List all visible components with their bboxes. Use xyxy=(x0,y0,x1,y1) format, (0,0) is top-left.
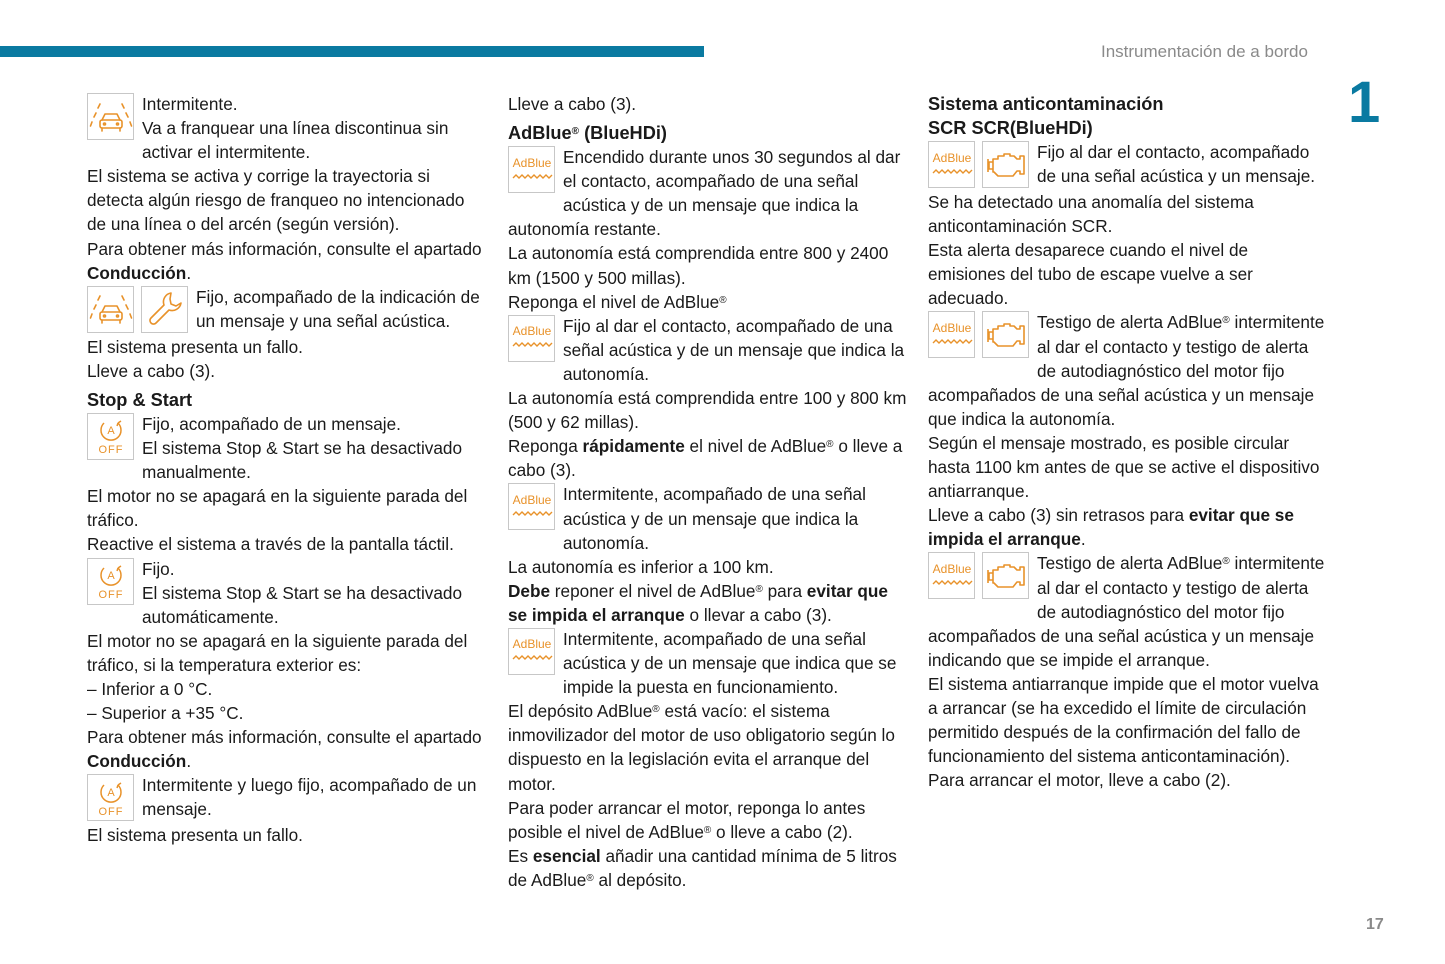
svg-text:AdBlue: AdBlue xyxy=(932,150,971,165)
section-title: Instrumentación de a bordo xyxy=(1101,42,1308,61)
engine-icon xyxy=(982,552,1029,599)
column-3 xyxy=(928,92,1328,792)
list-item: – Inferior a 0 °C. xyxy=(87,678,213,699)
adblue-800-block xyxy=(508,145,908,241)
text: Fijo al dar el contacto, acompañado de una señal acústica y de un mensaje que indica la autonomía. xyxy=(563,315,905,384)
text: Reactive el sistema a través de la pantalla táctil. xyxy=(87,534,454,555)
text: La autonomía está comprendida entre 100 y 800 km (500 y 62 millas). xyxy=(508,388,907,433)
text: Intermitente. xyxy=(142,94,238,114)
header-accent-bar xyxy=(0,46,704,57)
svg-text:A: A xyxy=(106,425,115,438)
text: La autonomía es inferior a 100 km. xyxy=(508,556,774,577)
text: El motor no se apagará en la siguiente parada del tráfico, si la temperatura exterior es: xyxy=(87,630,468,675)
text: Intermitente, acompañado de una señal acústica y de un mensaje que indica que se impide la puesta en funcionamiento. xyxy=(563,628,897,698)
text: Para obtener más información, consulte el apartado Conducción. xyxy=(87,727,482,772)
text: Fijo, acompañado de un mensaje. xyxy=(142,413,401,434)
scr-heading: Sistema anticontaminación SCR SCR(BlueHDi) xyxy=(928,94,1164,138)
text: El sistema Stop & Start se ha desactivado manualmente. xyxy=(142,438,463,483)
text: Para obtener más información, consulte el apartado Conducción. xyxy=(87,238,482,283)
scr-anomaly-block xyxy=(928,140,1328,190)
svg-text:AdBlue: AdBlue xyxy=(932,561,971,576)
lane-departure-icon xyxy=(87,93,134,140)
svg-text:OFF: OFF xyxy=(98,444,123,457)
stop-start-heading: Stop & Start xyxy=(87,389,193,410)
svg-text:OFF: OFF xyxy=(98,589,123,601)
lane-warning-flashing-block xyxy=(87,92,487,164)
stop-start-off-icon xyxy=(87,413,134,460)
column-2 xyxy=(508,92,908,892)
text: El sistema Stop & Start se ha desactivado automáticamente. xyxy=(142,582,463,627)
text: Esta alerta desaparece cuando el nivel de emisiones del tubo de escape vuelve a ser adecuado. xyxy=(928,240,1253,309)
engine-icon xyxy=(982,141,1029,188)
text: Fijo. xyxy=(142,558,175,579)
adblue-icon xyxy=(508,315,555,362)
text: El motor no se apagará en la siguiente parada del tráfico. xyxy=(87,486,468,531)
scr-autonomy-block xyxy=(928,310,1328,430)
text: Se ha detectado una anomalía del sistema anticontaminación SCR. xyxy=(928,192,1254,237)
adblue-icon xyxy=(508,483,555,530)
text: Es esencial añadir una cantidad mínima de 5 litros de AdBlue® al depósito. xyxy=(508,845,897,890)
text: El sistema se activa y corrige la trayectoria si detecta algún riesgo de franqueo no intencionado de una línea o del arcén (según versión). xyxy=(87,166,465,235)
lane-warning-fault-block xyxy=(87,285,487,335)
adblue-icon xyxy=(928,311,975,358)
adblue-100-block xyxy=(508,314,908,386)
adblue-icon xyxy=(508,146,555,193)
text: Reponga el nivel de AdBlue® xyxy=(508,291,727,312)
text: Intermitente, acompañado de una señal acústica y de un mensaje que indica la autonomía. xyxy=(563,484,866,553)
text: El sistema presenta un fallo. xyxy=(87,336,303,357)
svg-text:OFF: OFF xyxy=(98,805,123,818)
stop-start-auto-block xyxy=(87,557,487,629)
text: Encendido durante unos 30 segundos al dar el contacto, acompañado de una señal acústica y de un mensaje que indica la autonomía restante. xyxy=(508,147,901,240)
text: Debe reponer el nivel de AdBlue® para evitar que se impida el arranque o llevar a cabo (3). xyxy=(508,580,888,625)
page-number: 17 xyxy=(1366,916,1384,933)
text: La autonomía está comprendida entre 800 y 2400 km (1500 y 500 millas). xyxy=(508,243,889,288)
text: Lleve a cabo (3). xyxy=(87,360,216,381)
text: Fijo, acompañado de la indicación de un mensaje y una señal acústica. xyxy=(196,286,480,331)
adblue-heading: AdBlue® (BlueHDi) xyxy=(508,123,667,144)
adblue-low-block xyxy=(508,482,908,554)
text: Reponga rápidamente el nivel de AdBlue® o lleve a cabo (3). xyxy=(508,436,903,481)
svg-text:AdBlue: AdBlue xyxy=(932,320,971,335)
text: Va a franquear una línea discontinua sin activar el intermitente. xyxy=(142,118,449,163)
text: El sistema presenta un fallo. xyxy=(87,825,303,846)
engine-icon xyxy=(982,311,1029,358)
text: Según el mensaje mostrado, es posible circular hasta 1100 km antes de que se active el dispositivo antiarranque. xyxy=(928,432,1320,502)
text: Intermitente y luego fijo, acompañado de un mensaje. xyxy=(142,775,477,820)
text: El depósito AdBlue® está vacío: el sistema inmovilizador del motor de uso obligatorio según lo dispuesto en la legislación evita el arranque del motor. xyxy=(508,701,895,794)
svg-text:AdBlue: AdBlue xyxy=(512,155,551,170)
text: El sistema antiarranque impide que el motor vuelva a arrancar (se ha excedido el límite de circulación permitido después de la confirmación del fallo de funcionamiento del sistema anticontaminación). xyxy=(928,673,1319,767)
column-1 xyxy=(87,92,487,847)
wrench-icon xyxy=(141,286,188,333)
text: Lleve a cabo (3). xyxy=(508,94,637,114)
svg-text:AdBlue: AdBlue xyxy=(512,637,551,652)
svg-text:A: A xyxy=(106,786,115,799)
text: Para poder arrancar el motor, reponga lo antes posible el nivel de AdBlue® o lleve a cabo (2). xyxy=(508,797,866,842)
stop-start-off-icon xyxy=(87,774,134,821)
scr-start-prevented-block xyxy=(928,551,1328,671)
svg-text:A: A xyxy=(106,570,115,582)
text: Fijo al dar el contacto, acompañado de una señal acústica y un mensaje. xyxy=(1037,142,1316,187)
lane-departure-icon xyxy=(87,286,134,333)
adblue-icon xyxy=(928,141,975,188)
svg-text:AdBlue: AdBlue xyxy=(512,492,551,507)
stop-start-manual-block xyxy=(87,412,487,484)
text: Testigo de alerta AdBlue® intermitente al dar el contacto y testigo de alerta de autodiagnóstico del motor fijo acompañados de una señal acústica y un mensaje indicando que se impide el arranque. xyxy=(928,553,1325,670)
stop-start-fault-block xyxy=(87,773,487,823)
svg-text:AdBlue: AdBlue xyxy=(512,324,551,339)
adblue-icon xyxy=(928,552,975,599)
text: Lleve a cabo (3) sin retrasos para evitar que se impida el arranque. xyxy=(928,505,1294,550)
text: Testigo de alerta AdBlue® intermitente al dar el contacto y testigo de alerta de autodiagnóstico del motor fijo acompañados de una señal acústica y un mensaje que indica la autonomía. xyxy=(928,312,1325,429)
text: Para arrancar el motor, lleve a cabo (2). xyxy=(928,770,1231,791)
stop-start-off-icon xyxy=(87,558,134,605)
adblue-icon xyxy=(508,628,555,675)
chapter-number: 1 xyxy=(1348,70,1381,135)
adblue-empty-block xyxy=(508,627,908,699)
list-item: – Superior a +35 °C. xyxy=(87,703,244,724)
